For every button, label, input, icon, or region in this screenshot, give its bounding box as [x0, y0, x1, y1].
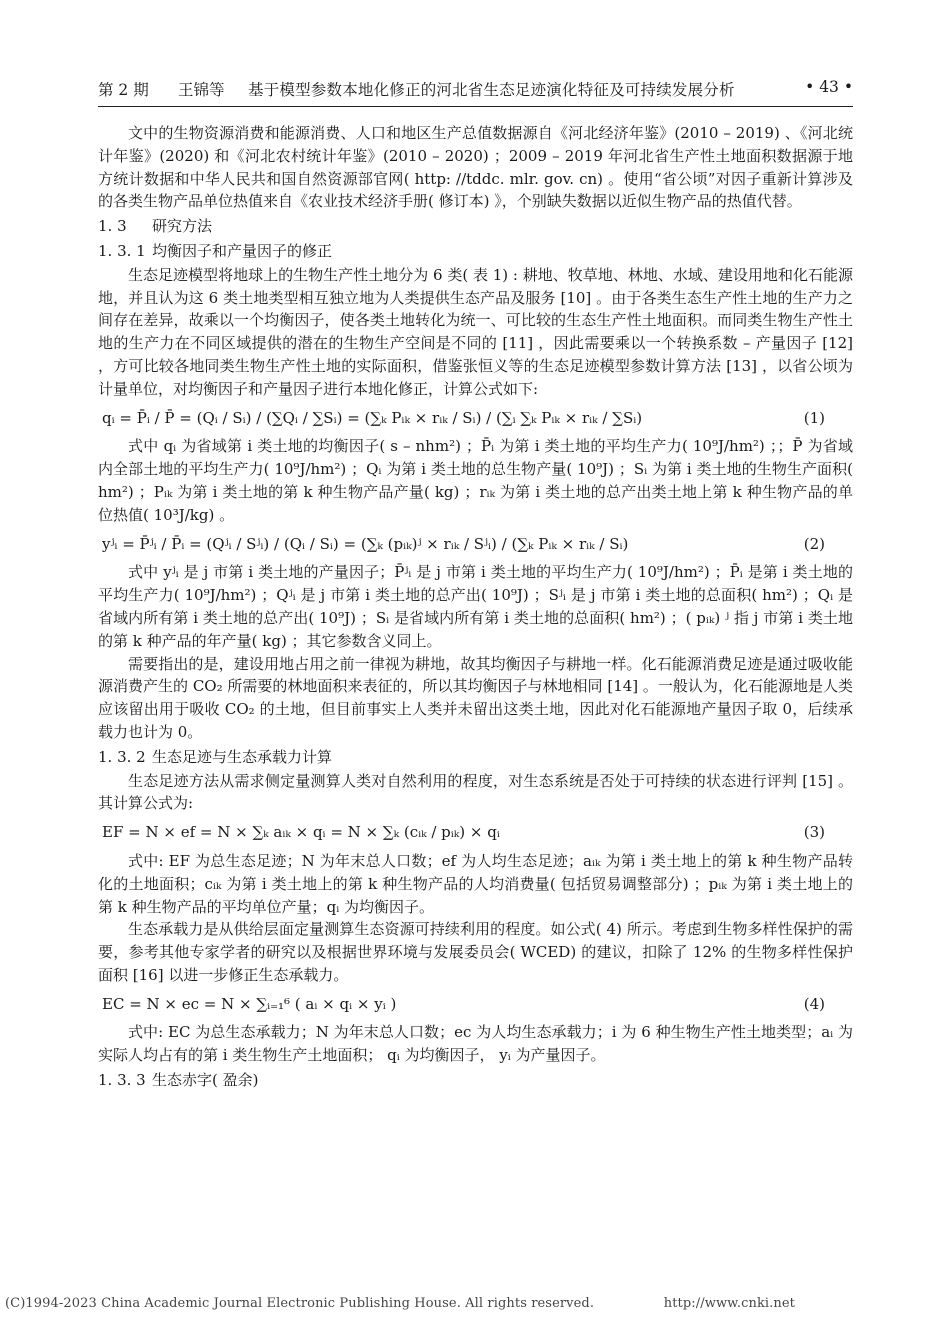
section-heading-1-3-2: 1. 3. 2 生态足迹与生态承载力计算: [98, 747, 333, 766]
copyright-notice: (C)1994-2023 China Academic Journal Electronic Publishing House. All rights reserved.: [5, 1296, 595, 1311]
equation-4-formula: EC = N × ec = N × ∑ᵢ₌₁⁶ ( aᵢ × qᵢ × yᵢ ): [102, 994, 397, 1013]
equation-2-number: (2): [803, 534, 825, 553]
equation-3: [98, 821, 853, 844]
section-heading-1-3: 1. 3 研究方法: [98, 217, 213, 236]
paper-title: 基于模型参数本地化修正的河北省生态足迹演化特征及可持续发展分析: [248, 81, 735, 99]
authors-label: 王锦等: [178, 81, 225, 99]
equation-1-note: 式中 qᵢ 为省域第 i 类土地的均衡因子( s – nhm²) ；P̄ᵢ 为第 i 类土地的平均生产力( 10⁹J/hm²) ；；P̄ 为省域内全部土地的平均生产力( 10⁹J/hm²) ；Qᵢ 为第 i 类土地的总生物产量( 10⁹J) ；Sᵢ 为第 i 类土地的生物生产面积( hm²) ；Pᵢₖ 为第 i 类土地的第 k 种生物产品产量( kg) ；rᵢₖ 为第 i 类土地的总产出类土地上第 k 种生物产品的单位热值( 10³J/kg) 。: [98, 437, 853, 524]
issue-label: 第 2 期: [98, 81, 149, 99]
section-heading-1-3-3: 1. 3. 3 生态赤字( 盈余): [98, 1071, 259, 1090]
equation-2-note: 式中 yʲᵢ 是 j 市第 i 类土地的产量因子；P̄ʲᵢ 是 j 市第 i 类土地的平均生产力( 10⁹J/hm²) ；P̄ᵢ 是第 i 类土地的平均生产力( 10⁹J/hm²) ；Qʲᵢ 是 j 市第 i 类土地的总产出( 10⁹J) ；Sʲᵢ 是 j 市第 i 类土地的总面积( hm²) ；Qᵢ 是省域内所有第 i 类土地的总产出( 10⁹J) ；Sᵢ 是省域内所有第 i 类土地的总面积( hm²) ；( pᵢₖ) ʲ 指 j 市第 i 类土地的第 k 种产品的年产量( kg) ；其它参数含义同上。: [98, 563, 853, 650]
equation-2: [98, 533, 853, 556]
equation-3-formula: EF = N × ef = N × ∑ₖ aᵢₖ × qᵢ = N × ∑ₖ (cᵢₖ / pᵢₖ) × qᵢ: [102, 823, 500, 842]
equation-1: [98, 407, 853, 430]
cnki-link[interactable]: http://www.cnki.net: [663, 1296, 795, 1311]
equation-3-number: (3): [803, 823, 825, 842]
paragraph-footprint-method: 生态足迹方法从需求侧定量测算人类对自然利用的程度，对生态系统是否处于可持续的状态进行评判 [15] 。其计算公式为:: [98, 771, 853, 813]
page-number: • 43 •: [805, 78, 853, 96]
equation-2-formula: yʲᵢ = P̄ʲᵢ / P̄ᵢ = (Qʲᵢ / Sʲᵢ) / (Qᵢ / Sᵢ) = (∑ₖ (pᵢₖ)ʲ × rᵢₖ / Sʲᵢ) / (∑ₖ Pᵢₖ × rᵢₖ / Sᵢ): [102, 534, 629, 553]
equation-4-note: 式中: EC 为总生态承载力；N 为年末总人口数；ec 为人均生态承载力；i 为 6 种生物生产性土地类型；aᵢ 为实际人均占有的第 i 类生物生产土地面积； qᵢ 为均衡因子， yᵢ 为产量因子。: [98, 1023, 853, 1065]
equation-4-number: (4): [803, 994, 825, 1013]
equation-1-number: (1): [803, 408, 825, 427]
paragraph-construction-land: 需要指出的是，建设用地占用之前一律视为耕地，故其均衡因子与耕地一样。化石能源消费足迹是通过吸收能源消费产生的 CO₂ 所需要的林地面积来表征的，所以其均衡因子与林地相同 [14] 。一般认为，化石能源地是人类应该留出用于吸收 CO₂ 的土地，但目前事实上人类并未留出这类土地，因此对化石能源地产量因子取 0，后续承载力也计为 0。: [98, 654, 853, 741]
equation-4: [98, 993, 853, 1016]
paragraph-carrying-capacity: 生态承载力是从供给层面定量测算生态资源可持续利用的程度。如公式( 4) 所示。考虑到生物多样性保护的需要，参考其他专家学者的研究以及根据世界环境与发展委员会( WCED) 的建议，扣除了 12% 的生物多样性保护面积 [16] 以进一步修正生态承载力。: [98, 920, 853, 984]
section-heading-1-3-1: 1. 3. 1 均衡因子和产量因子的修正: [98, 241, 333, 260]
article-body: [98, 122, 853, 1093]
intro-paragraph: 文中的生物资源消费和能源消费、人口和地区生产总值数据源自《河北经济年鉴》(2010 – 2019) 、《河北统计年鉴》(2020) 和《河北农村统计年鉴》(2010 – 2020) ；2009 – 2019 年河北省生产性土地面积数据源于地方统计数据和中华人民共和国自然资源部官网( http: //tddc. mlr. gov. cn) 。使用“省公顷”对因子重新计算涉及的各类生物产品单位热值来自《农业技术经济手册( 修订本) 》，个别缺失数据以近似生物产品的热值代替。: [98, 124, 853, 211]
running-header: [98, 78, 853, 102]
equation-3-note: 式中: EF 为总生态足迹；N 为年末总人口数；ef 为人均生态足迹；aᵢₖ 为第 i 类土地上的第 k 种生物产品转化的土地面积；cᵢₖ 为第 i 类土地上的第 k 种生物产品的人均消费量( 包括贸易调整部分) ；pᵢₖ 为第 i 类土地上的第 k 种生物产品的平均单位产量；qᵢ 为均衡因子。: [98, 851, 853, 916]
equation-1-formula: qᵢ = P̄ᵢ / P̄ = (Qᵢ / Sᵢ) / (∑Qᵢ / ∑Sᵢ) = (∑ₖ Pᵢₖ × rᵢₖ / Sᵢ) / (∑ᵢ ∑ₖ Pᵢₖ × rᵢₖ / ∑Sᵢ): [102, 408, 643, 427]
header-rule: [98, 106, 853, 107]
paragraph-ecological-footprint-model: 生态足迹模型将地球上的生物生产性土地分为 6 类( 表 1) : 耕地、牧草地、林地、水域、建设用地和化石能源地，并且认为这 6 类土地类型相互独立地为人类提供生态产品及服务 [10] 。由于各类生态生产性土地的生产力之间存在差异，故乘以一个均衡因子，使各类土地转化为统一、可比较的生态生产性土地面积。而同类生物生产性土地的生产力在不同区域提供的潜在的生物生产空间是不同的 [11] ，因此需要乘以一个转换系数 – 产量因子 [12] ，方可比较各地同类生物生产性土地的实际面积，借鉴张恒义等的生态足迹模型参数计算方法 [13] ，以省公顷为计量单位，对均衡因子和产量因子进行本地化修正，计算公式如下:: [98, 265, 853, 398]
